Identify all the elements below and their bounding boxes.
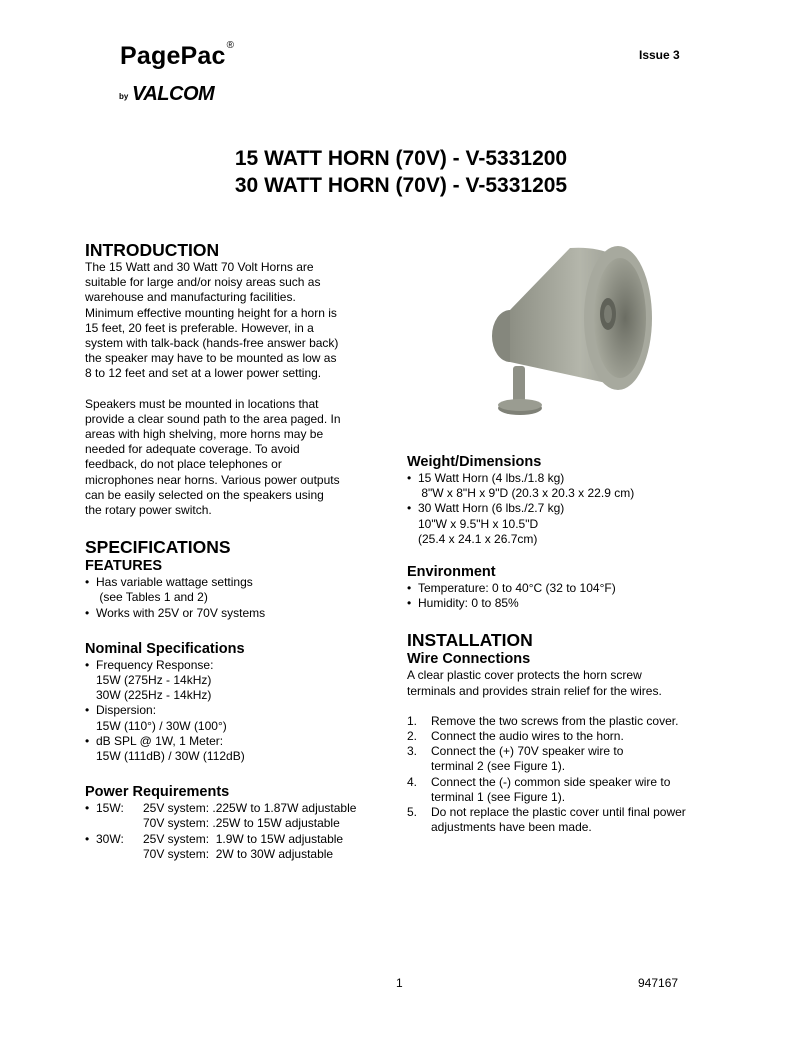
- step-text: Connect the audio wires to the horn.: [431, 729, 624, 744]
- intro-line: system with talk-back (hands-free answer back): [85, 336, 339, 351]
- step-text: Connect the (-) common side speaker wire to: [431, 774, 671, 789]
- power-requirements-heading: Power Requirements: [85, 784, 230, 801]
- intro-line: Speakers must be mounted in locations that: [85, 396, 319, 411]
- power-label: 15W:: [96, 801, 124, 816]
- power-label: 30W:: [96, 831, 124, 846]
- environment-heading: Environment: [407, 564, 496, 581]
- intro-line: suitable for large and/or noisy areas such as: [85, 275, 321, 290]
- intro-line: 8 to 12 feet and set at a lower power setting.: [85, 366, 322, 381]
- item-text: 10"W x 9.5"H x 10.5"D: [418, 516, 539, 531]
- nominal-specs-heading: Nominal Specifications: [85, 640, 245, 657]
- intro-paragraph-1: [85, 260, 385, 382]
- list-item: [85, 703, 385, 733]
- item-text: 8"W x 8"H x 9"D (20.3 x 20.3 x 22.9 cm): [418, 486, 635, 501]
- list-item: [85, 606, 385, 621]
- installation-intro: [407, 668, 727, 698]
- specifications-heading: SPECIFICATIONS: [85, 537, 231, 558]
- intro-line: microphones near horns. Various power outputs: [85, 472, 340, 487]
- item-text: 25V system: 1.9W to 15W adjustable: [143, 831, 344, 846]
- intro-line: 15 feet, 20 feet is preferable. However, in a: [85, 320, 314, 335]
- intro-line: Minimum effective mounting height for a horn is: [85, 305, 337, 320]
- item-text: • 30 Watt Horn (6 lbs./2.7 kg): [418, 501, 565, 516]
- list-item: [407, 744, 727, 774]
- left-column: [85, 240, 385, 862]
- item-text: • dB SPL @ 1W, 1 Meter:: [96, 733, 224, 748]
- list-item: [407, 501, 727, 547]
- registered-mark: ®: [226, 40, 235, 51]
- item-text: 30W (225Hz - 14kHz): [96, 688, 212, 703]
- item-text: • 15 Watt Horn (4 lbs./1.8 kg): [418, 471, 565, 485]
- intro-line: terminals and provides strain relief for the wires.: [407, 683, 662, 698]
- intro-paragraph-2: [85, 397, 385, 519]
- step-number: 3.: [407, 744, 418, 759]
- intro-line: needed for adequate coverage. To avoid: [85, 442, 300, 457]
- nominal-specs-list: [85, 658, 385, 764]
- weight-dimensions-list: [407, 471, 727, 547]
- item-text: 70V system: 2W to 30W adjustable: [143, 846, 334, 861]
- list-item: [407, 805, 727, 835]
- page-number: 1: [396, 976, 403, 990]
- step-text: Connect the (+) 70V speaker wire to: [431, 744, 624, 759]
- step-number: 2.: [407, 729, 418, 744]
- item-text: 25V system: .225W to 1.87W adjustable: [143, 801, 357, 816]
- item-text: • Dispersion:: [96, 703, 157, 718]
- item-text: 15W (275Hz - 14kHz): [96, 673, 212, 688]
- list-item: [85, 801, 385, 831]
- title-line-2: 30 WATT HORN (70V) - V-5331205: [234, 174, 568, 197]
- item-text: • Works with 25V or 70V systems: [96, 605, 266, 620]
- intro-line: feedback, do not place telephones or: [85, 457, 282, 472]
- item-text: (see Tables 1 and 2): [96, 590, 208, 605]
- list-item: [85, 658, 385, 704]
- item-text: (25.4 x 24.1 x 26.7cm): [418, 531, 538, 546]
- item-text: • Frequency Response:: [96, 657, 214, 672]
- intro-line: warehouse and manufacturing facilities.: [85, 290, 296, 305]
- horn-speaker-image: [470, 236, 660, 421]
- intro-line: provide a clear sound path to the area paged. In: [85, 411, 341, 426]
- item-text: • Has variable wattage settings: [96, 575, 253, 590]
- weight-dimensions-heading: Weight/Dimensions: [407, 454, 542, 470]
- features-heading: FEATURES: [85, 558, 163, 575]
- issue-label: Issue 3: [639, 48, 680, 62]
- intro-line: The 15 Watt and 30 Watt 70 Volt Horns are: [85, 260, 314, 274]
- list-item: • Humidity: 0 to 85%: [407, 596, 727, 611]
- item-text: 15W (111dB) / 30W (112dB): [96, 749, 245, 764]
- installation-steps: [407, 714, 727, 836]
- intro-line: can be easily selected on the speakers using: [85, 487, 324, 502]
- step-text: Remove the two screws from the plastic cover.: [431, 713, 679, 728]
- intro-line: the rotary power switch.: [85, 503, 212, 518]
- step-number: 4.: [407, 774, 418, 789]
- list-item: [407, 714, 727, 729]
- step-text: terminal 1 (see Figure 1).: [431, 789, 566, 804]
- by-label: by: [119, 92, 129, 101]
- item-text: 15W (110°) / 30W (100°): [96, 718, 227, 733]
- environment-list: [407, 581, 727, 611]
- step-text: terminal 2 (see Figure 1).: [431, 759, 566, 774]
- introduction-heading: INTRODUCTION: [85, 240, 220, 260]
- step-number: 1.: [407, 713, 418, 728]
- installation-heading: INSTALLATION: [407, 630, 533, 651]
- step-text: adjustments have been made.: [431, 820, 592, 835]
- right-column: [407, 453, 727, 835]
- item-text: 70V system: .25W to 15W adjustable: [143, 816, 340, 831]
- intro-line: A clear plastic cover protects the horn screw: [407, 668, 642, 683]
- list-item: • Temperature: 0 to 40°C (32 to 104°F): [407, 581, 727, 596]
- list-item: [85, 734, 385, 764]
- document-number: 947167: [638, 976, 679, 990]
- list-item: [407, 471, 727, 501]
- features-list: [85, 575, 385, 621]
- intro-line: the speaker may have to be mounted as low as: [85, 351, 337, 366]
- brand-name: PagePac: [120, 42, 226, 70]
- step-text: Do not replace the plastic cover until final power: [431, 805, 686, 820]
- wire-connections-heading: Wire Connections: [407, 651, 531, 668]
- list-item: [407, 729, 727, 744]
- intro-line: areas with high shelving, more horns may be: [85, 427, 324, 442]
- list-item: [407, 775, 727, 805]
- document-title: [0, 145, 802, 199]
- title-line-1: 15 WATT HORN (70V) - V-5331200: [234, 147, 568, 170]
- brand-logo: [120, 42, 233, 71]
- step-number: 5.: [407, 805, 418, 820]
- list-item: [85, 832, 385, 862]
- power-requirements-list: [85, 801, 385, 862]
- list-item: [85, 575, 385, 605]
- maker-logo: VALCOM: [132, 83, 215, 105]
